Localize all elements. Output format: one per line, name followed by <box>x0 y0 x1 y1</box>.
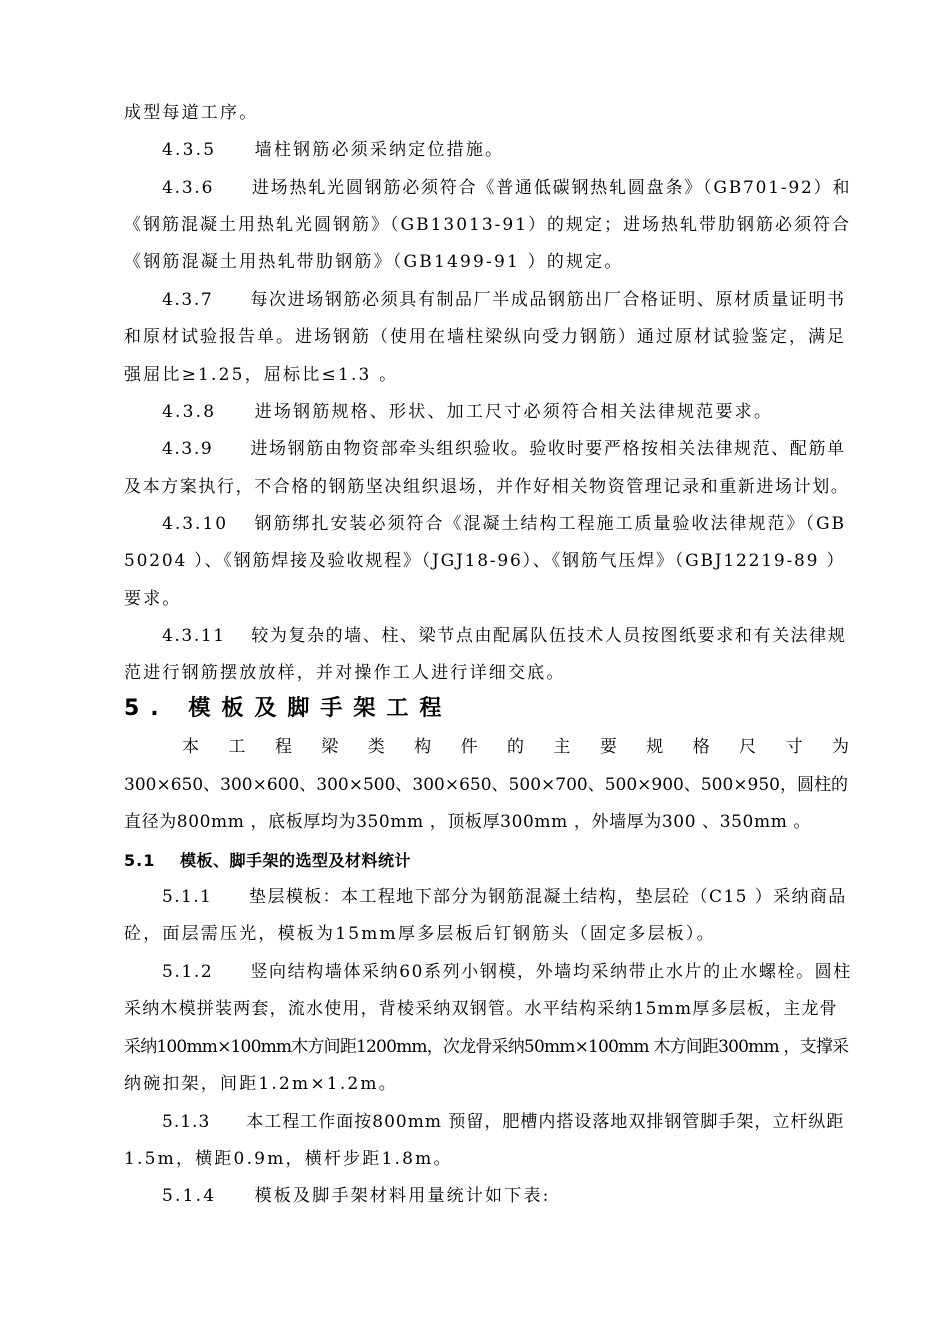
text-line: 采纳木模拼装两套，流水使用，背棱采纳双钢管。水平结构采纳15mm厚多层板，主龙骨 <box>124 999 838 1019</box>
text-line: 1.5m，横距0.9m，横杆步距1.8m。 <box>124 1149 453 1169</box>
text-line: 4.3.6 进场热轧光圆钢筋必须符合《普通低碳钢热轧圆盘条》（GB701-92）和 <box>162 178 852 198</box>
text-line: 采纳100mm×100mm木方间距1200mm，次龙骨采纳50mm×100mm 木方间距300mm ，支撑采 <box>124 1037 849 1057</box>
subsection-number: 5.1 <box>124 851 156 870</box>
text-line: 纳碗扣架，间距1.2m×1.2m。 <box>124 1074 398 1094</box>
text-line: 及本方案执行，不合格的钢筋坚决组织退场，并作好相关物资管理记录和重新进场计划。 <box>124 477 850 497</box>
text-line: 4.3.7 每次进场钢筋必须具有制品厂半成品钢筋出厂合格证明、原材质量证明书 <box>162 290 846 310</box>
text-line: 4.3.9 进场钢筋由物资部牵头组织验收。验收时要严格按相关法律规范、配筋单 <box>162 439 846 459</box>
paragraph-line: 本工程梁类构件的主要规格尺寸为 <box>182 737 849 757</box>
text-line: 范进行钢筋摆放放样，并对操作工人进行详细交底。 <box>124 663 566 683</box>
text-line: 5.1.2 竖向结构墙体采纳60系列小钢模，外墙均采纳带止水片的止水螺栓。圆柱 <box>162 962 852 982</box>
text-line: 4.3.11 较为复杂的墙、柱、梁节点由配属队伍技术人员按图纸要求和有关法律规 <box>162 626 847 646</box>
subsection-heading <box>124 850 411 872</box>
text-line: 5.1.4 模板及脚手架材料用量统计如下表: <box>162 1186 551 1206</box>
text-line: 和原材试验报告单。进场钢筋（使用在墙柱梁纵向受力钢筋）通过原材试验鉴定，满足 <box>124 327 846 347</box>
text-line: 要求。 <box>124 589 182 609</box>
section-heading: 5. 模板及脚手架工程 <box>124 696 453 721</box>
text-line: 5.1.1 垫层模板：本工程地下部分为钢筋混凝土结构，垫层砼（C15 ）采纳商品 <box>162 887 847 907</box>
text-line: 强屈比≥1.25，屈标比≤1.3 。 <box>124 365 399 385</box>
subsection-title: 模板、脚手架的选型及材料统计 <box>180 851 412 870</box>
text-line: 《钢筋混凝土用热轧光圆钢筋》（GB13013-91）的规定；进场热轧带肋钢筋必须符合 <box>124 215 852 235</box>
text-line: 50204 ）、《钢筋焊接及验收规程》（JGJ18-96）、《钢筋气压焊》（GBJ12219-89 ） <box>124 551 846 571</box>
text-line: 4.3.5 墙柱钢筋必须采纳定位措施。 <box>162 140 505 160</box>
text-line: 成型每道工序。 <box>124 103 259 123</box>
text-line: 砼，面层需压光，模板为15mm厚多层板后钉钢筋头（固定多层板）。 <box>124 924 716 944</box>
text-line: 《钢筋混凝土用热轧带肋钢筋》（GB1499-91 ）的规定。 <box>124 252 624 272</box>
text-line: 4.3.10 钢筋绑扎安装必须符合《混凝土结构工程施工质量验收法律规范》（GB <box>162 514 847 534</box>
text-line: 5.1.3 本工程工作面按800mm 预留，肥槽内搭设落地双排钢管脚手架，立杆纵距 <box>162 1112 845 1132</box>
paragraph-line: 直径为800mm ，底板厚均为350mm ，顶板厚300mm ，外墙厚为300 、350mm 。 <box>124 812 812 832</box>
text-line: 4.3.8 进场钢筋规格、形状、加工尺寸必须符合相关法律规范要求。 <box>162 402 774 422</box>
paragraph-line: 300×650、300×600、300×500、300×650、500×700、500×900、500×950，圆柱的 <box>124 775 848 795</box>
